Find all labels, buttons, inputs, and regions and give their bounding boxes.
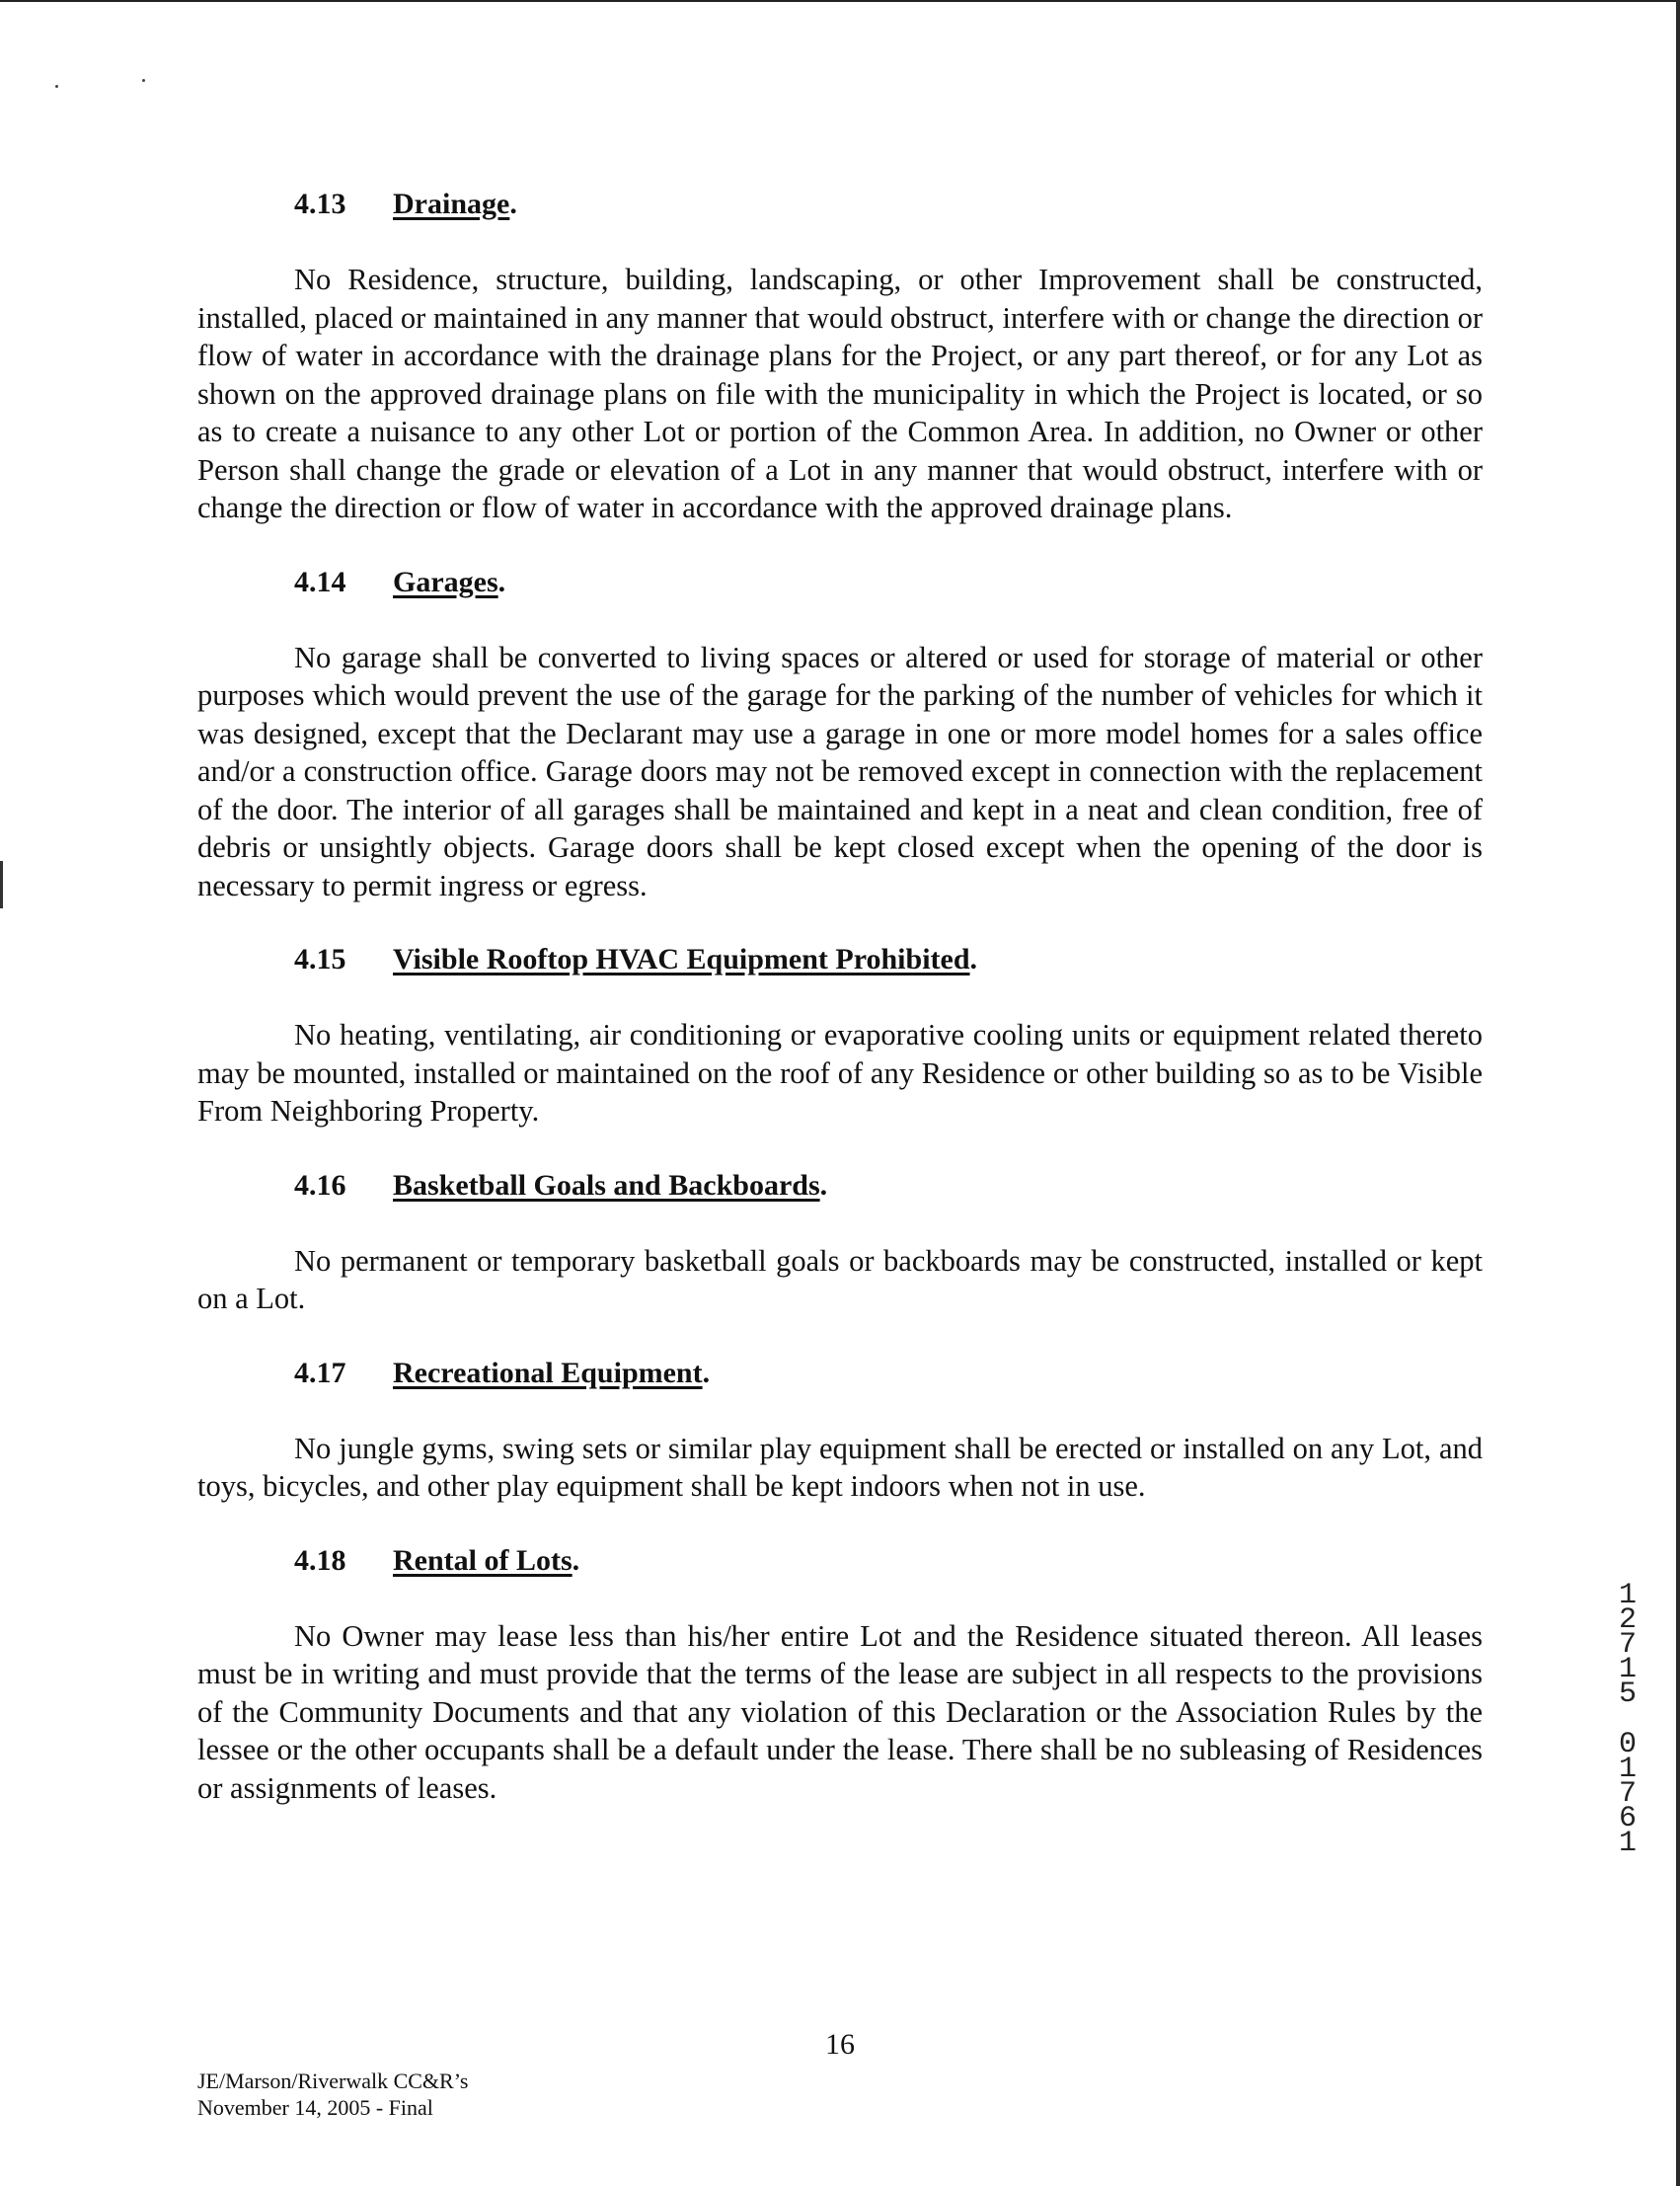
section-heading	[197, 186, 1483, 223]
scan-speck	[55, 85, 58, 88]
section-body: No heating, ventilating, air conditioning or evaporative cooling units or equipment related thereto may be mounted, installed or maintained on the roof of any Residence or other building so as to be Visible From Neighboring Property.	[197, 1018, 1483, 1128]
heading-period: .	[509, 188, 517, 220]
section-number: 4.14	[294, 565, 346, 598]
page-number: 16	[825, 2028, 855, 2061]
section-body: No Owner may lease less than his/her entire Lot and the Residence situated thereon. All leases must be in writing and must provide that the terms of the lease are subject in all respects to the provisions of the Community Documents and that any violation of this Declaration or the Association Rules by the lessee or the other occupants shall be a default under the lease. There shall be no subleasing of Residences or assignments of leases.	[197, 1618, 1483, 1805]
section-heading	[197, 1542, 1483, 1580]
stamp-digit: 1	[1618, 1653, 1637, 1686]
section-body: No Residence, structure, building, landscaping, or other Improvement shall be constructed, installed, placed or maintained in any manner that would obstruct, interfere with or change the direction or flow of water in accordance with the drainage plans for the Project, or any part thereof, or for any Lot as shown on the approved drainage plans on file with the municipality in which the Project is located, or so as to create a nuisance to any other Lot or portion of the Common Area. In addition, no Owner or other Person shall change the grade or elevation of a Lot in any manner that would obstruct, interfere with or change the direction or flow of water in accordance with the approved drainage plans.	[197, 263, 1483, 524]
section-4-18	[197, 1542, 1483, 1808]
recording-number-stamp	[1611, 1579, 1644, 1860]
document-body	[197, 186, 1483, 1843]
footer-date: November 14, 2005 - Final	[197, 2095, 433, 2120]
stamp-digit: 5	[1618, 1678, 1637, 1711]
stamp-digit: 1	[1618, 1753, 1637, 1786]
section-title: Recreational Equipment	[393, 1356, 703, 1389]
left-binding-mark	[0, 861, 3, 908]
top-edge-rule	[0, 0, 1680, 2]
heading-period: .	[702, 1356, 711, 1389]
section-body: No garage shall be converted to living spaces or altered or used for storage of material or other purposes which would prevent the use of the garage for the parking of the number of vehicles for which it was designed, except that the Declarant may use a garage in one or more model homes for a sales office and/or a construction office. Garage doors may not be removed except in connection with the replacement of the door. The interior of all garages shall be maintained and kept in a neat and clean condition, free of debris or unsightly objects. Garage doors shall be kept closed except when the opening of the door is necessary to permit ingress or egress.	[197, 640, 1483, 902]
section-number: 4.15	[294, 943, 346, 976]
stamp-digit: 0	[1618, 1728, 1637, 1761]
section-number: 4.18	[294, 1543, 346, 1577]
section-body: No jungle gyms, swing sets or similar play equipment shall be erected or installed on any Lot, and toys, bicycles, and other play equipment shall be kept indoors when not in use.	[197, 1431, 1483, 1503]
section-number: 4.13	[294, 188, 346, 220]
footer-document-id: JE/Marson/Riverwalk CC&R’s	[197, 2069, 469, 2093]
section-4-16	[197, 1167, 1483, 1318]
stamp-digit: 1	[1618, 1579, 1637, 1612]
section-heading	[197, 1355, 1483, 1392]
heading-period: .	[969, 943, 978, 976]
heading-period: .	[572, 1543, 580, 1577]
document-footer	[197, 2068, 468, 2121]
section-4-14	[197, 564, 1483, 905]
section-title: Garages	[393, 565, 498, 598]
section-heading	[197, 564, 1483, 601]
heading-period: .	[497, 565, 506, 598]
section-number: 4.16	[294, 1168, 346, 1202]
section-4-17	[197, 1355, 1483, 1506]
stamp-digit: 7	[1618, 1628, 1637, 1662]
section-4-15	[197, 941, 1483, 1131]
section-body: No permanent or temporary basketball goals or backboards may be constructed, installed or kept on a Lot.	[197, 1243, 1483, 1315]
section-4-13	[197, 186, 1483, 527]
section-title: Basketball Goals and Backboards	[393, 1168, 820, 1202]
stamp-digit: 7	[1618, 1777, 1637, 1811]
stamp-digit: 2	[1618, 1603, 1637, 1637]
stamp-digit: 1	[1618, 1827, 1637, 1860]
section-title: Rental of Lots	[393, 1543, 573, 1577]
stamp-digit: 6	[1618, 1802, 1637, 1835]
section-number: 4.17	[294, 1356, 346, 1389]
section-heading	[197, 941, 1483, 978]
section-heading	[197, 1167, 1483, 1205]
scan-speck	[142, 79, 145, 82]
right-edge-shadow	[1676, 0, 1680, 2186]
heading-period: .	[819, 1168, 828, 1202]
section-title: Drainage	[393, 188, 510, 220]
section-title: Visible Rooftop HVAC Equipment Prohibited	[393, 943, 970, 976]
